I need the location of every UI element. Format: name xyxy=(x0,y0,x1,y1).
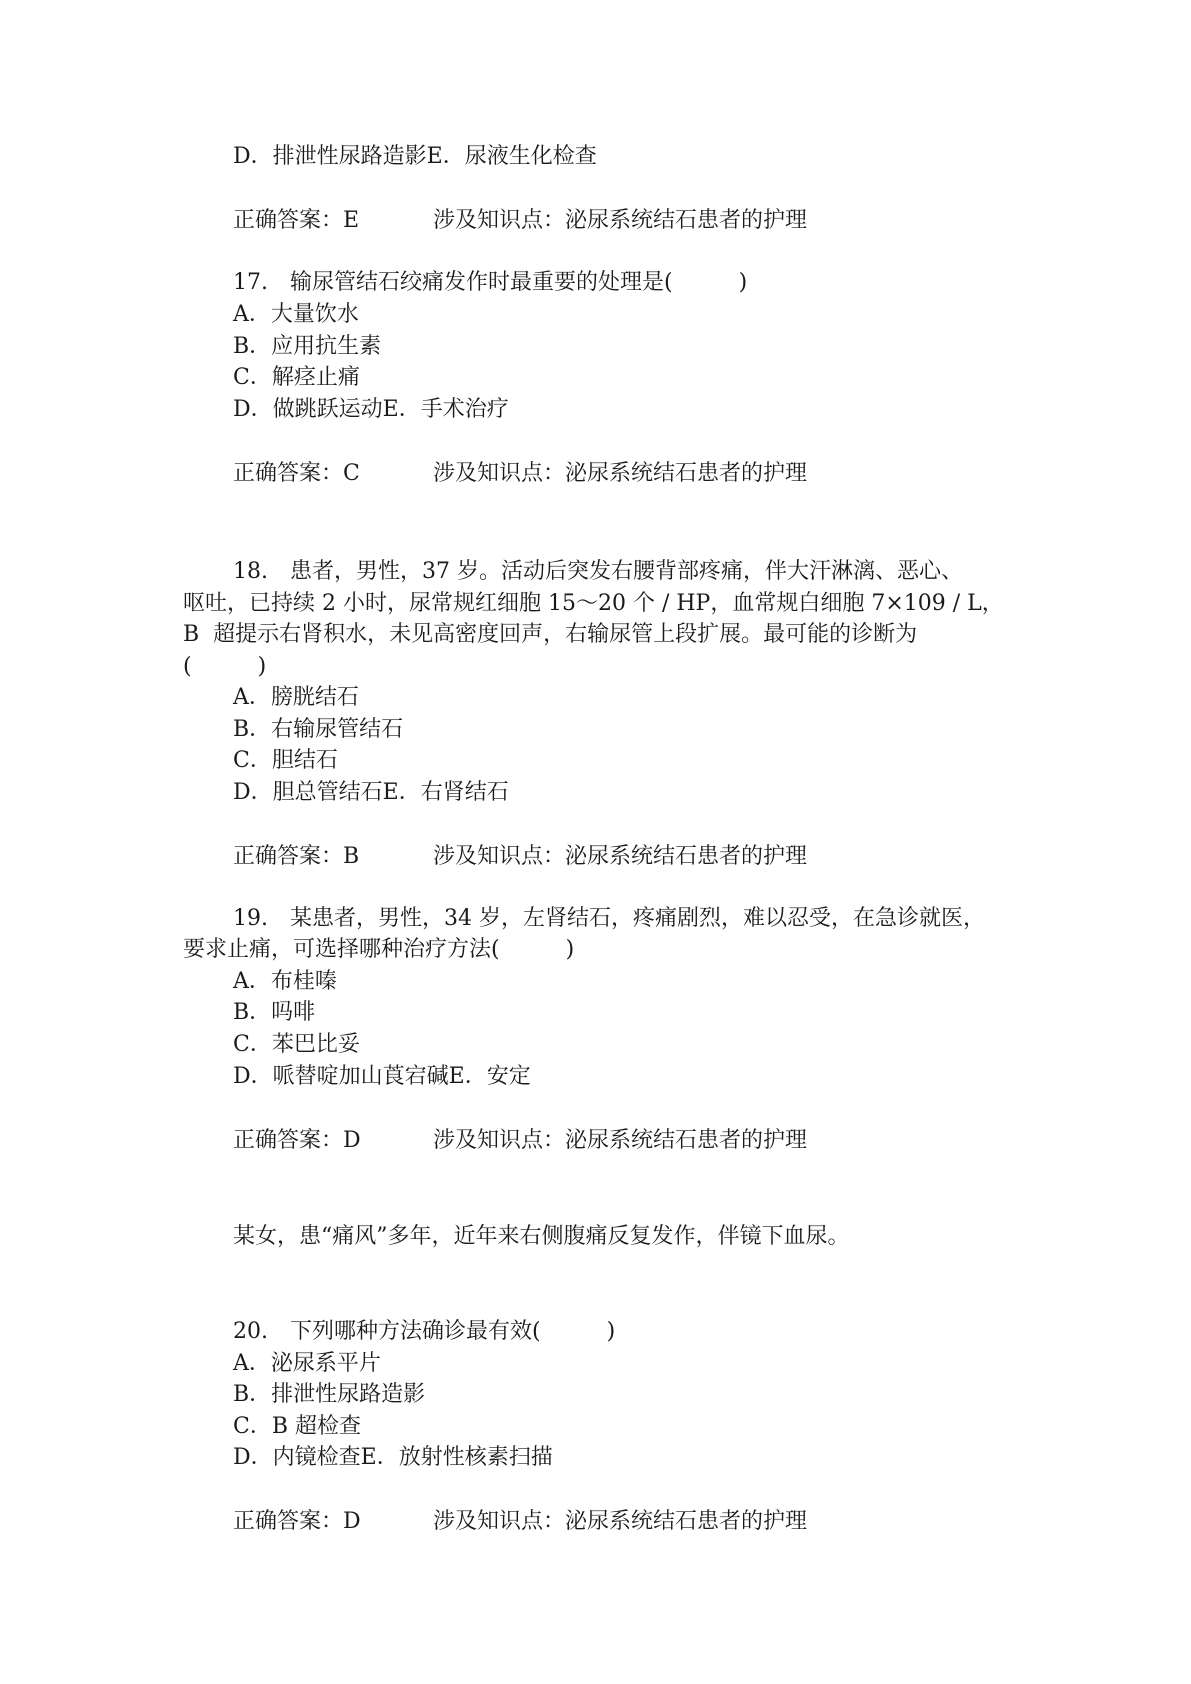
knowledge-point: 涉及知识点：泌尿系统结石患者的护理 xyxy=(433,461,808,486)
q18-option-c: C．胆结石 xyxy=(233,748,338,773)
answer-label: 正确答案：C xyxy=(233,461,360,486)
case-stem: 某女，患“痛风”多年，近年来右侧腹痛反复发作，伴镜下血尿。 xyxy=(233,1224,850,1249)
q18-option-b: B．右输尿管结石 xyxy=(233,717,404,742)
answer-label: 正确答案：E xyxy=(233,208,360,233)
q19-stem-line-2: 要求止痛，可选择哪种治疗方法( ) xyxy=(183,937,575,962)
q19-option-b: B．吗啡 xyxy=(233,1000,316,1025)
answer-label: 正确答案：D xyxy=(233,1128,361,1153)
answer-label: 正确答案：D xyxy=(233,1509,361,1534)
q17-option-d-e: D．做跳跃运动E．手术治疗 xyxy=(233,397,509,422)
knowledge-point: 涉及知识点：泌尿系统结石患者的护理 xyxy=(433,844,808,869)
q19-option-c: C．苯巴比妥 xyxy=(233,1032,360,1057)
answer-row-19 xyxy=(233,1126,807,1156)
answer-row-17 xyxy=(233,459,807,489)
q20-option-c: C．B 超检查 xyxy=(233,1414,361,1439)
knowledge-point: 涉及知识点：泌尿系统结石患者的护理 xyxy=(433,1509,808,1534)
knowledge-point: 涉及知识点：泌尿系统结石患者的护理 xyxy=(433,208,808,233)
q20-option-a: A．泌尿系平片 xyxy=(233,1351,381,1376)
q19-option-a: A．布桂嗪 xyxy=(233,969,337,994)
q19-stem-line-1: 19. 某患者，男性，34 岁，左肾结石，疼痛剧烈，难以忍受，在急诊就医， xyxy=(233,906,985,931)
answer-label: 正确答案：B xyxy=(233,844,360,869)
q20-option-b: B．排泄性尿路造影 xyxy=(233,1382,426,1407)
q18-stem-line-2: 呕吐，已持续 2 小时，尿常规红细胞 15～20 个 / HP，血常规白细胞 7×109 / L， xyxy=(183,591,1004,616)
q18-option-d-e: D．胆总管结石E．右肾结石 xyxy=(233,780,509,805)
answer-row-18 xyxy=(233,842,807,872)
q18-stem-line-3: B 超提示右肾积水，未见高密度回声，右输尿管上段扩展。最可能的诊断为 xyxy=(183,622,918,647)
q18-stem-line-4: ( ) xyxy=(183,654,267,679)
answer-row-16 xyxy=(233,206,807,236)
q17-stem: 17. 输尿管结石绞痛发作时最重要的处理是( ) xyxy=(233,270,748,295)
knowledge-point: 涉及知识点：泌尿系统结石患者的护理 xyxy=(433,1128,808,1153)
q16-option-d-e: D．排泄性尿路造影E．尿液生化检查 xyxy=(233,144,597,169)
q20-option-d-e: D．内镜检查E．放射性核素扫描 xyxy=(233,1445,553,1470)
q17-option-b: B．应用抗生素 xyxy=(233,334,382,359)
q18-option-a: A．膀胱结石 xyxy=(233,685,359,710)
q18-stem-line-1: 18. 患者，男性，37 岁。活动后突发右腰背部疼痛，伴大汗淋漓、恶心、 xyxy=(233,559,963,584)
q19-option-d-e: D．哌替啶加山莨宕碱E．安定 xyxy=(233,1064,531,1089)
answer-row-20 xyxy=(233,1507,807,1537)
q20-stem: 20. 下列哪种方法确诊最有效( ) xyxy=(233,1319,616,1344)
q17-option-c: C．解痉止痛 xyxy=(233,365,360,390)
q17-option-a: A．大量饮水 xyxy=(233,302,359,327)
